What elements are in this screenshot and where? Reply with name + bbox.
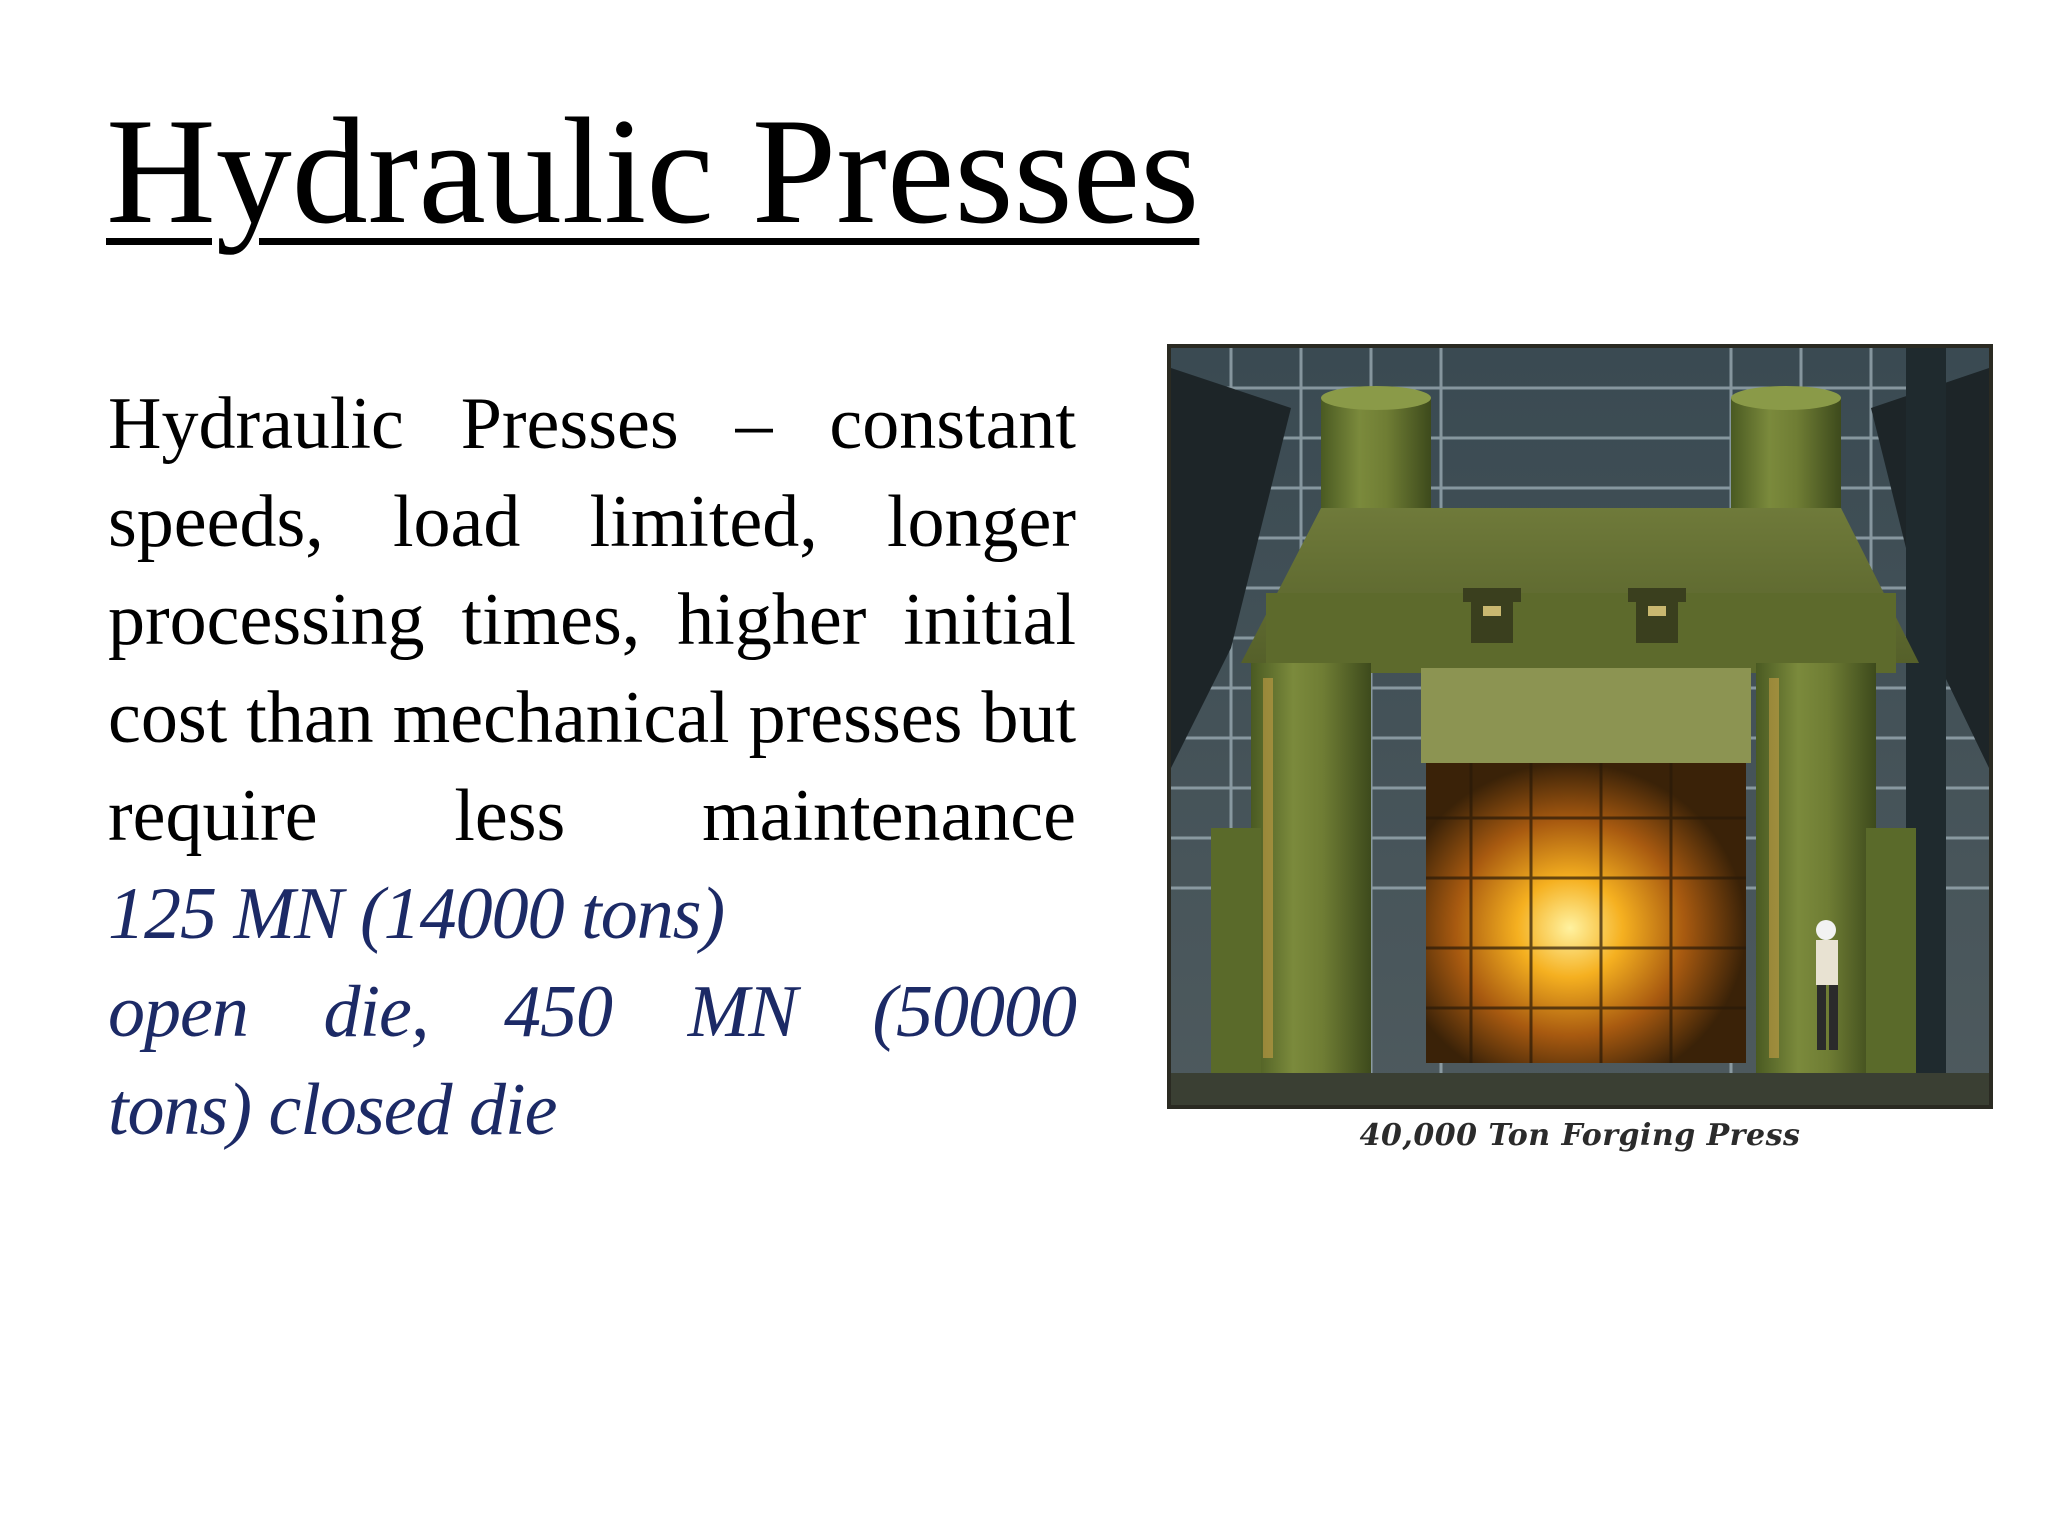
forging-press-photo	[1167, 344, 1993, 1109]
highlight-line: open die, 450 MN (50000	[108, 971, 1076, 1053]
image-caption: 40,000 Ton Forging Press	[1359, 1118, 1801, 1153]
highlight-line: 125 MN (14000 tons)	[108, 873, 725, 955]
body-paragraph: Hydraulic Presses – constant speeds, load limited, longer processing times, higher initial cost than mechanical presses but require less maintenance	[108, 383, 1076, 857]
slide-title: Hydraulic Presses	[106, 87, 1200, 255]
body-text-block	[108, 375, 1076, 1159]
highlight-line: tons) closed die	[108, 1069, 557, 1151]
